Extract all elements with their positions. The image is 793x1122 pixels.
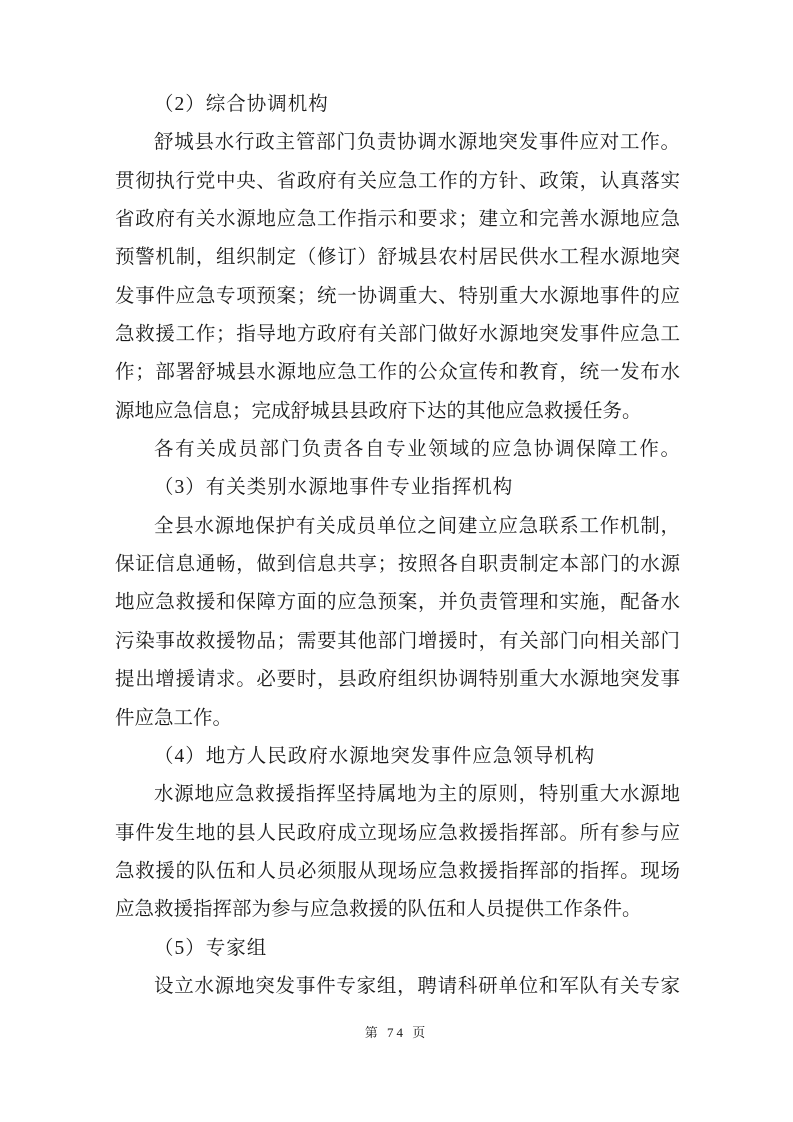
- body-paragraph: [115, 776, 680, 929]
- text-line: 污染事故救援物品；需要其他部门增援时，有关部门向相关部门: [115, 630, 680, 652]
- text-line: 各有关成员部门负责各自专业领域的应急协调保障工作。: [154, 439, 680, 461]
- text-line: 省政府有关水源地应急工作指示和要求；建立和完善水源地应急: [115, 209, 680, 231]
- page-number: 第 74 页: [364, 1025, 429, 1040]
- text-line: 应急救援指挥部为参与应急救援的队伍和人员提供工作条件。: [115, 899, 642, 921]
- text-line: 舒城县水行政主管部门负责协调水源地突发事件应对工作。: [154, 132, 680, 154]
- text-line: 贯彻执行党中央、省政府有关应急工作的方针、政策，认真落实: [115, 170, 680, 192]
- section-heading: [115, 930, 680, 968]
- heading-line: （5）专家组: [154, 937, 268, 959]
- body-paragraph: [115, 124, 680, 431]
- section-heading: [115, 469, 680, 507]
- body-paragraph: [115, 508, 680, 738]
- heading-line: （3）有关类别水源地事件专业指挥机构: [154, 477, 514, 499]
- text-line: 源地应急信息；完成舒城县县政府下达的其他应急救援任务。: [115, 400, 642, 422]
- heading-line: （2）综合协调机构: [154, 94, 329, 115]
- text-line: 地应急救援和保障方面的应急预案，并负责管理和实施，配备水: [115, 592, 680, 614]
- text-line: 预警机制，组织制定（修订）舒城县农村居民供水工程水源地突: [115, 247, 680, 269]
- text-line: 作；部署舒城县水源地应急工作的公众宣传和教育，统一发布水: [115, 362, 680, 384]
- document-body: [115, 86, 680, 1006]
- body-paragraph: [115, 968, 680, 1006]
- text-line: 保证信息通畅，做到信息共享；按照各自职责制定本部门的水源: [115, 554, 680, 576]
- text-line: 设立水源地突发事件专家组，聘请科研单位和军队有关专家: [154, 975, 680, 997]
- section-heading: [115, 738, 680, 776]
- text-line: 急救援工作；指导地方政府有关部门做好水源地突发事件应急工: [115, 324, 680, 346]
- text-line: 发事件应急专项预案；统一协调重大、特别重大水源地事件的应: [115, 285, 680, 307]
- text-line: 提出增援请求。必要时，县政府组织协调特别重大水源地突发事: [115, 669, 680, 691]
- heading-line: （4）地方人民政府水源地突发事件应急领导机构: [154, 745, 596, 767]
- text-line: 水源地应急救援指挥坚持属地为主的原则，特别重大水源地: [154, 784, 680, 806]
- text-line: 全县水源地保护有关成员单位之间建立应急联系工作机制，: [154, 515, 680, 537]
- text-line: 件应急工作。: [115, 707, 233, 729]
- section-heading: [115, 86, 680, 124]
- page-footer: [0, 1022, 793, 1041]
- text-line: 急救援的队伍和人员必须服从现场应急救援指挥部的指挥。现场: [115, 860, 680, 882]
- body-paragraph: [115, 431, 680, 469]
- text-line: 事件发生地的县人民政府成立现场应急救援指挥部。所有参与应: [115, 822, 680, 844]
